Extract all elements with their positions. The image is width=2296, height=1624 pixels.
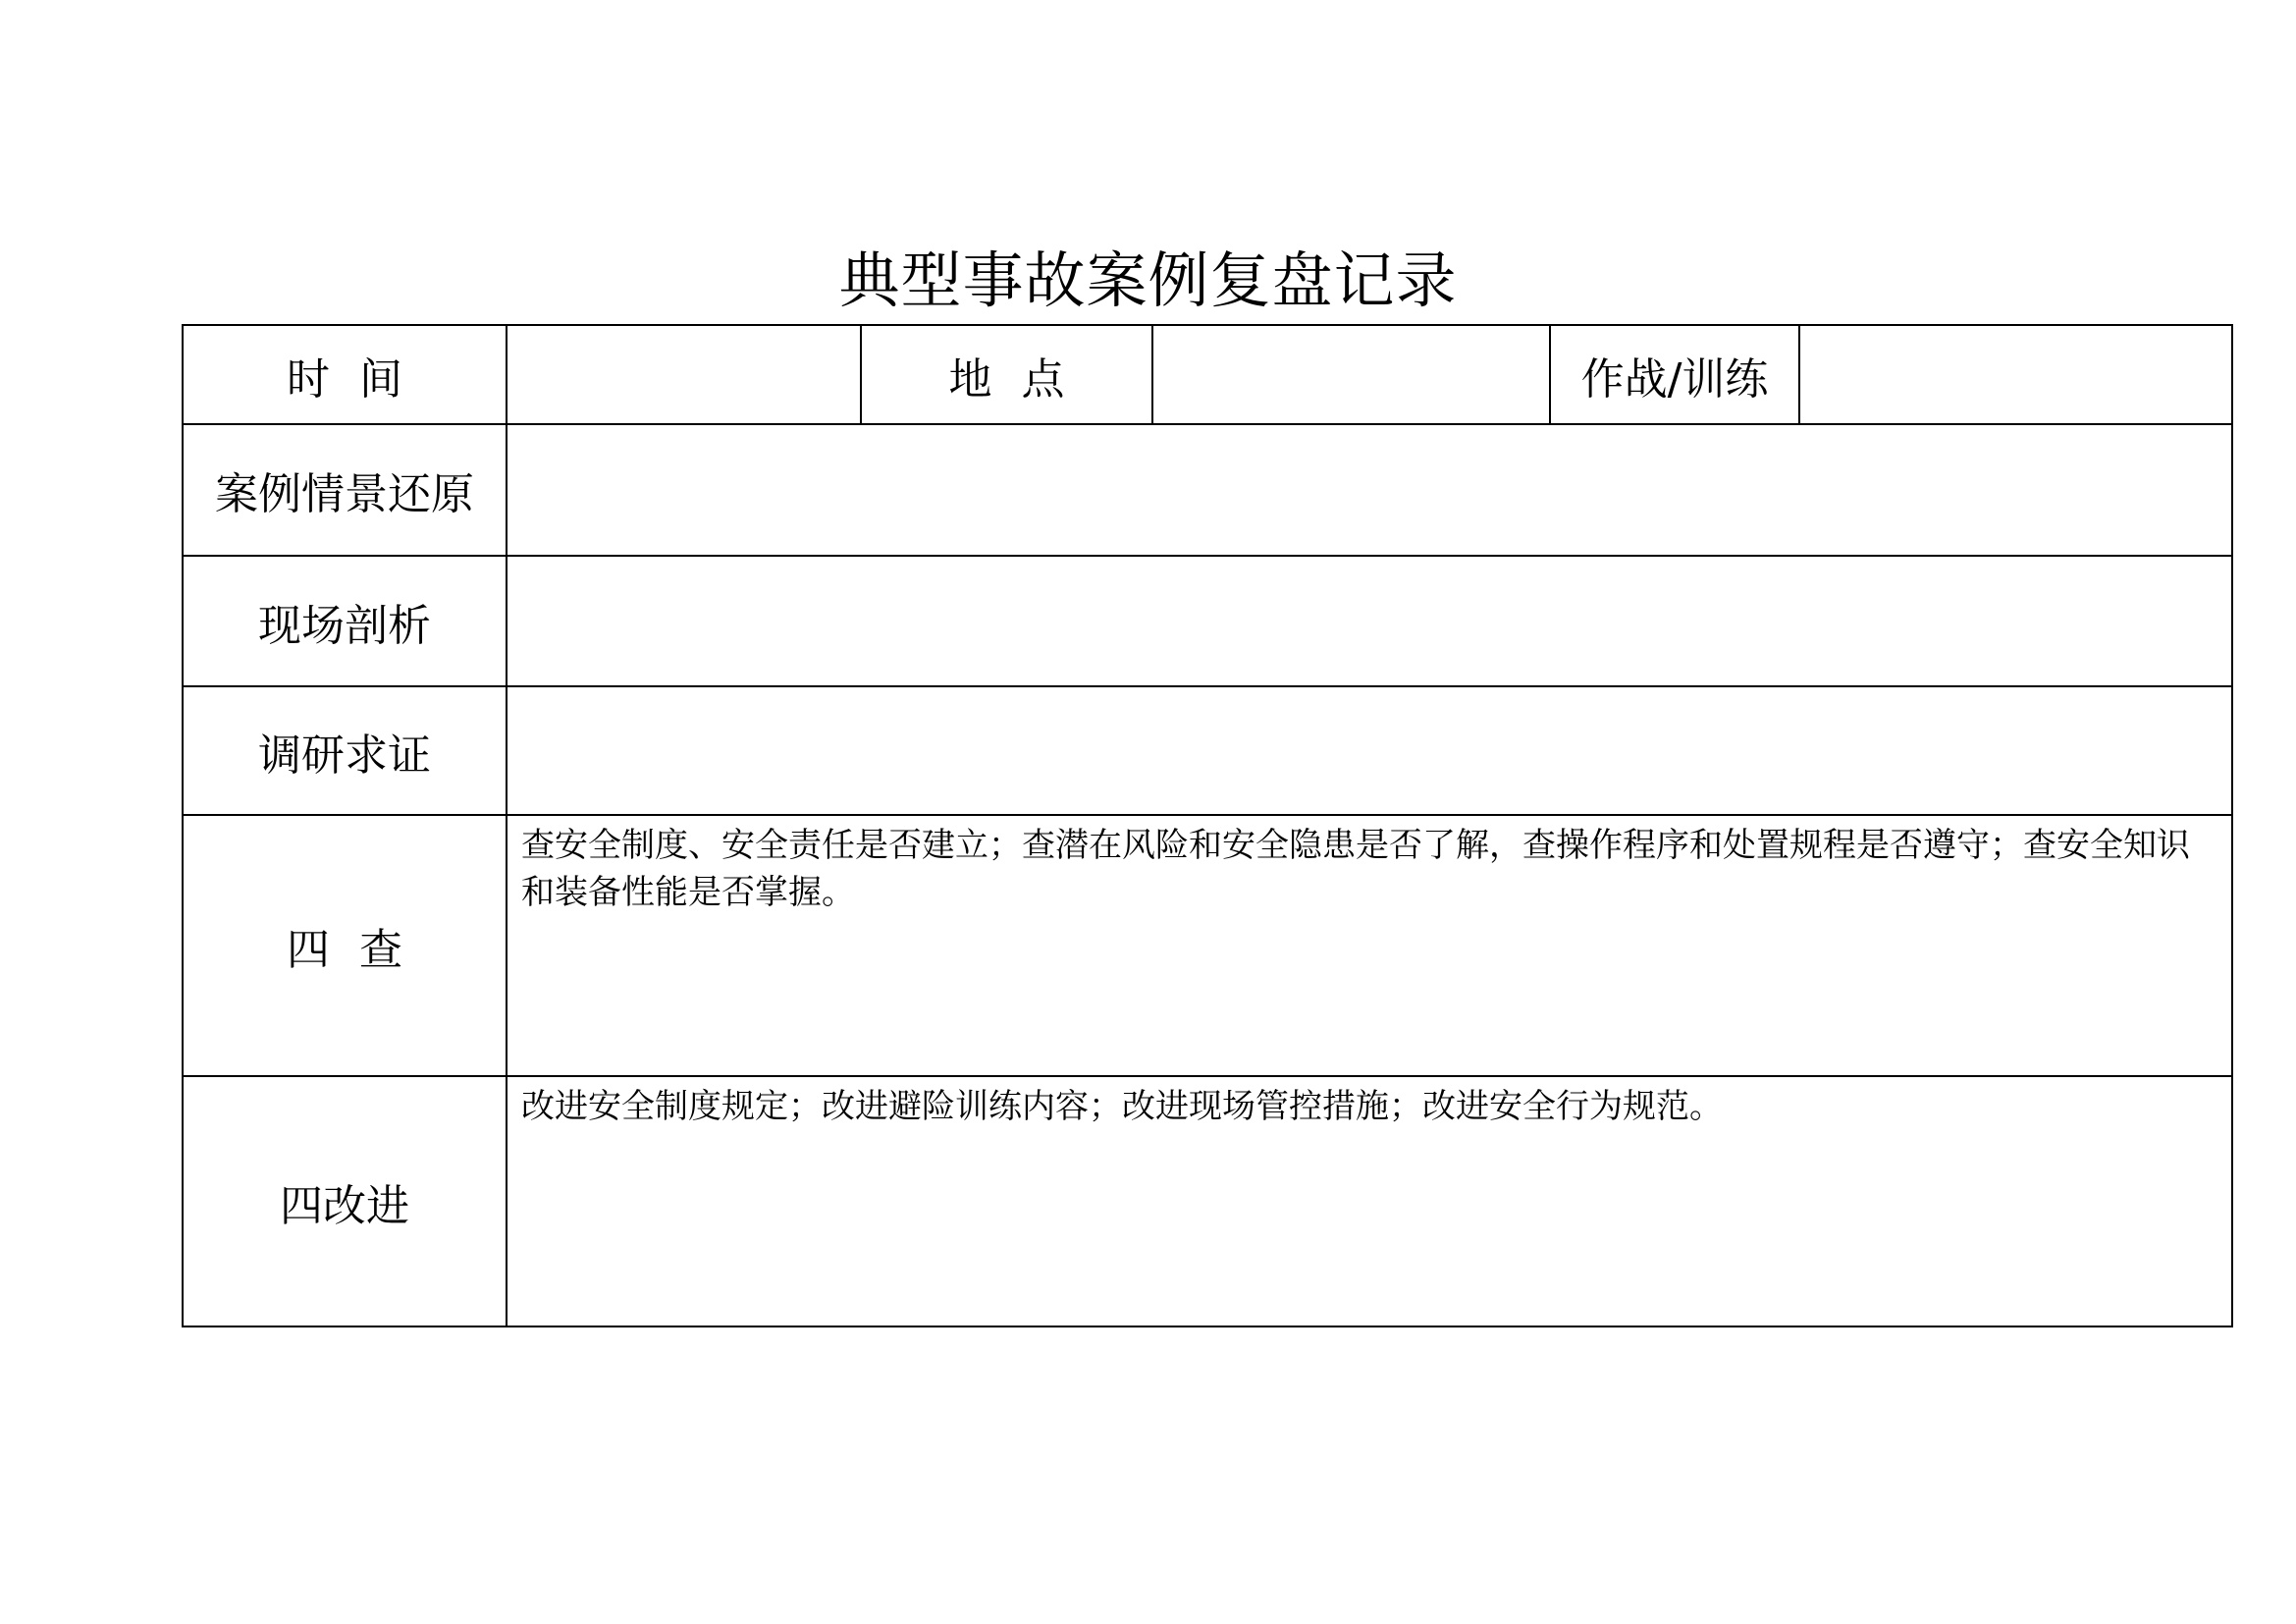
scenario-restore-label: 案例情景还原 — [183, 424, 507, 556]
four-improvements-field[interactable]: 改进安全制度规定；改进避险训练内容；改进现场管控措施；改进安全行为规范。 — [507, 1076, 2232, 1326]
four-checks-label: 四查 — [183, 815, 507, 1076]
four-checks-field[interactable]: 查安全制度、安全责任是否建立；查潜在风险和安全隐患是否了解，查操作程序和处置规程是否遵守；查安全知识和装备性能是否掌握。 — [507, 815, 2232, 1076]
location-label: 地点 — [861, 325, 1152, 424]
record-form-table — [182, 324, 2233, 1327]
four-improvements-label: 四改进 — [183, 1076, 507, 1326]
table-row — [183, 1076, 2232, 1326]
investigation-field[interactable] — [507, 686, 2232, 815]
table-row — [183, 815, 2232, 1076]
table-row — [183, 686, 2232, 815]
time-field[interactable] — [507, 325, 861, 424]
table-row — [183, 424, 2232, 556]
investigation-label: 调研求证 — [183, 686, 507, 815]
type-label: 作战/训练 — [1550, 325, 1799, 424]
time-label: 时间 — [183, 325, 507, 424]
location-field[interactable] — [1152, 325, 1550, 424]
site-analysis-field[interactable] — [507, 556, 2232, 686]
header-row — [183, 325, 2232, 424]
type-field[interactable] — [1799, 325, 2232, 424]
site-analysis-label: 现场剖析 — [183, 556, 507, 686]
document-title: 典型事故案例复盘记录 — [838, 244, 1458, 316]
scenario-restore-field[interactable] — [507, 424, 2232, 556]
table-row — [183, 556, 2232, 686]
